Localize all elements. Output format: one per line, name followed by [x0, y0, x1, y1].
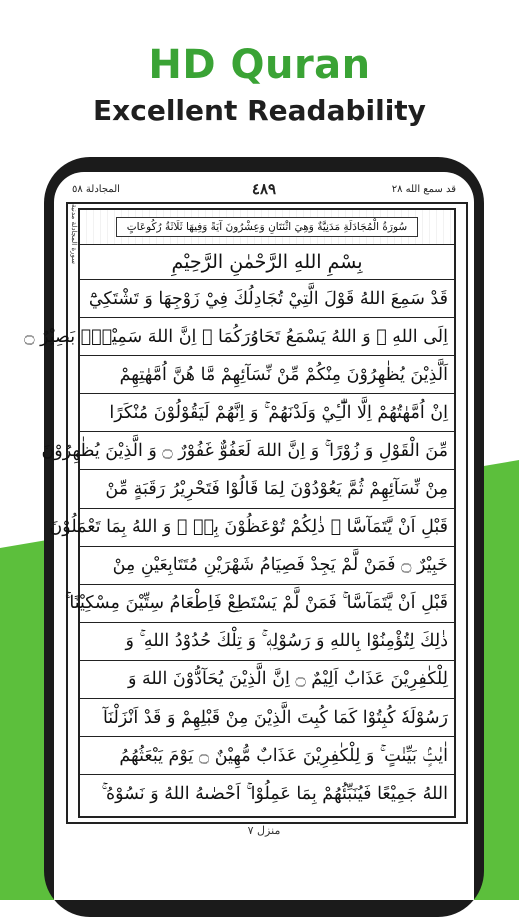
page-number: ٤٨٩ [251, 180, 277, 198]
verse-line[interactable]: اللهُ جَمِيْعًا فَيُنَبِّئُهُمْ بِمَا عَمِلُوْا ۚ اَحْصٰىهُ اللهُ وَ نَسُوْهُ ۚ [101, 784, 448, 805]
verse-lines [24, 280, 454, 813]
surah-name-header: المجادلة ٥٨ [72, 184, 120, 195]
verse-line[interactable]: قَبْلِ اَنْ يَّتَمَآسَّا ۚ ذٰلِكُمْ تُوْعَظُوْنَ بِهٖ ۚ وَ اللهُ بِمَا تَعْمَلُوْنَ [80, 509, 454, 547]
verse-line[interactable]: خَبِيْرٌ ۝ فَمَنْ لَّمْ يَجِدْ فَصِيَامُ شَهْرَيْنِ مُتَتَابِعَيْنِ مِنْ [80, 547, 454, 585]
bismillah: بِسْمِ اللهِ الرَّحْمٰنِ الرَّحِيْمِ [80, 245, 454, 280]
verse-line[interactable]: اِنْ اُمَّهٰتُهُمْ اِلَّا الّٰٓـِٔيْ وَلَدْنَهُمْ ۚ وَ اِنَّهُمْ لَيَقُوْلُوْنَ مُنْكَرًا [80, 394, 454, 432]
page-header [64, 180, 464, 198]
verse-line[interactable]: مِنْ نِّسَآئِهِمْ ثُمَّ يَعُوْدُوْنَ لِمَا قَالُوْا فَتَحْرِيْرُ رَقَبَةٍ مِّنْ [80, 470, 454, 508]
verse-line[interactable]: اَلَّذِيْنَ يُظٰهِرُوْنَ مِنْكُمْ مِّنْ نِّسَآئِهِمْ مَّا هُنَّ اُمَّهٰتِهِمْ [80, 356, 454, 394]
margin-note: سورة المجادلة مدنية [70, 204, 78, 264]
verse-line[interactable]: ذٰلِكَ لِتُؤْمِنُوْا بِاللهِ وَ رَسُوْلِهٖ ۚ وَ تِلْكَ حُدُوْدُ اللهِ ۚ وَ [80, 623, 454, 661]
verse-line[interactable]: قَبْلِ اَنْ يَّتَمَآسَّا ۚ فَمَنْ لَّمْ يَسْتَطِعْ فَاِطْعَامُ سِتِّيْنَ مِسْكِيْنًا ۚ [80, 585, 454, 623]
quran-text-area[interactable] [24, 208, 456, 818]
quran-page-frame [24, 202, 468, 824]
verse-line[interactable]: مِّنَ الْقَوْلِ وَ زُوْرًا ۚ وَ اِنَّ اللهَ لَعَفُوٌّ غَفُوْرٌ ۝ وَ الَّذِيْنَ يُظٰهِرُوْنَ [80, 432, 454, 470]
verse-line[interactable]: اِلَى اللهِ ۖ وَ اللهُ يَسْمَعُ تَحَاوُرَكُمَا ۚ اِنَّ اللهَ سَمِيْعٌۢ بَصِيْرٌ ۝ [80, 318, 454, 356]
manzil-note: منزل ٧ [247, 824, 281, 837]
surah-title: سُورَةُ الْمُجَادَلَةِ مَدَنِيَّةٌ وَهِيَ اثْنَتَانِ وَعِشْرُونَ آيَةً وَفِيهَا ثَلَاثَةُ رُكُوعَاتٍ [116, 217, 418, 237]
juz-name-header: قد سمع الله ٢٨ [391, 184, 456, 195]
surah-title-banner [80, 210, 454, 245]
verse-line[interactable]: قَدْ سَمِعَ اللهُ قَوْلَ الَّتِيْ تُجَادِلُكَ فِيْ زَوْجِهَا وَ تَشْتَكِيْٓ [80, 280, 454, 318]
headline: HD Quran [148, 42, 371, 88]
phone-screen[interactable] [24, 172, 474, 900]
verse-line[interactable]: اٰيٰتٍۢ بَيِّنٰتٍ ۚ وَ لِلْكٰفِرِيْنَ عَذَابٌ مُّهِيْنٌ ۝ يَوْمَ يَبْعَثُهُمُ [80, 737, 454, 775]
verse-line[interactable]: لِلْكٰفِرِيْنَ عَذَابٌ اَلِيْمٌ ۝ اِنَّ الَّذِيْنَ يُحَآدُّوْنَ اللهَ وَ [80, 661, 454, 699]
verse-line[interactable]: رَسُوْلَهٗ كُبِتُوْا كَمَا كُبِتَ الَّذِيْنَ مِنْ قَبْلِهِمْ وَ قَدْ اَنْزَلْنَآ [80, 699, 454, 737]
subline: Excellent Readability [93, 94, 426, 127]
